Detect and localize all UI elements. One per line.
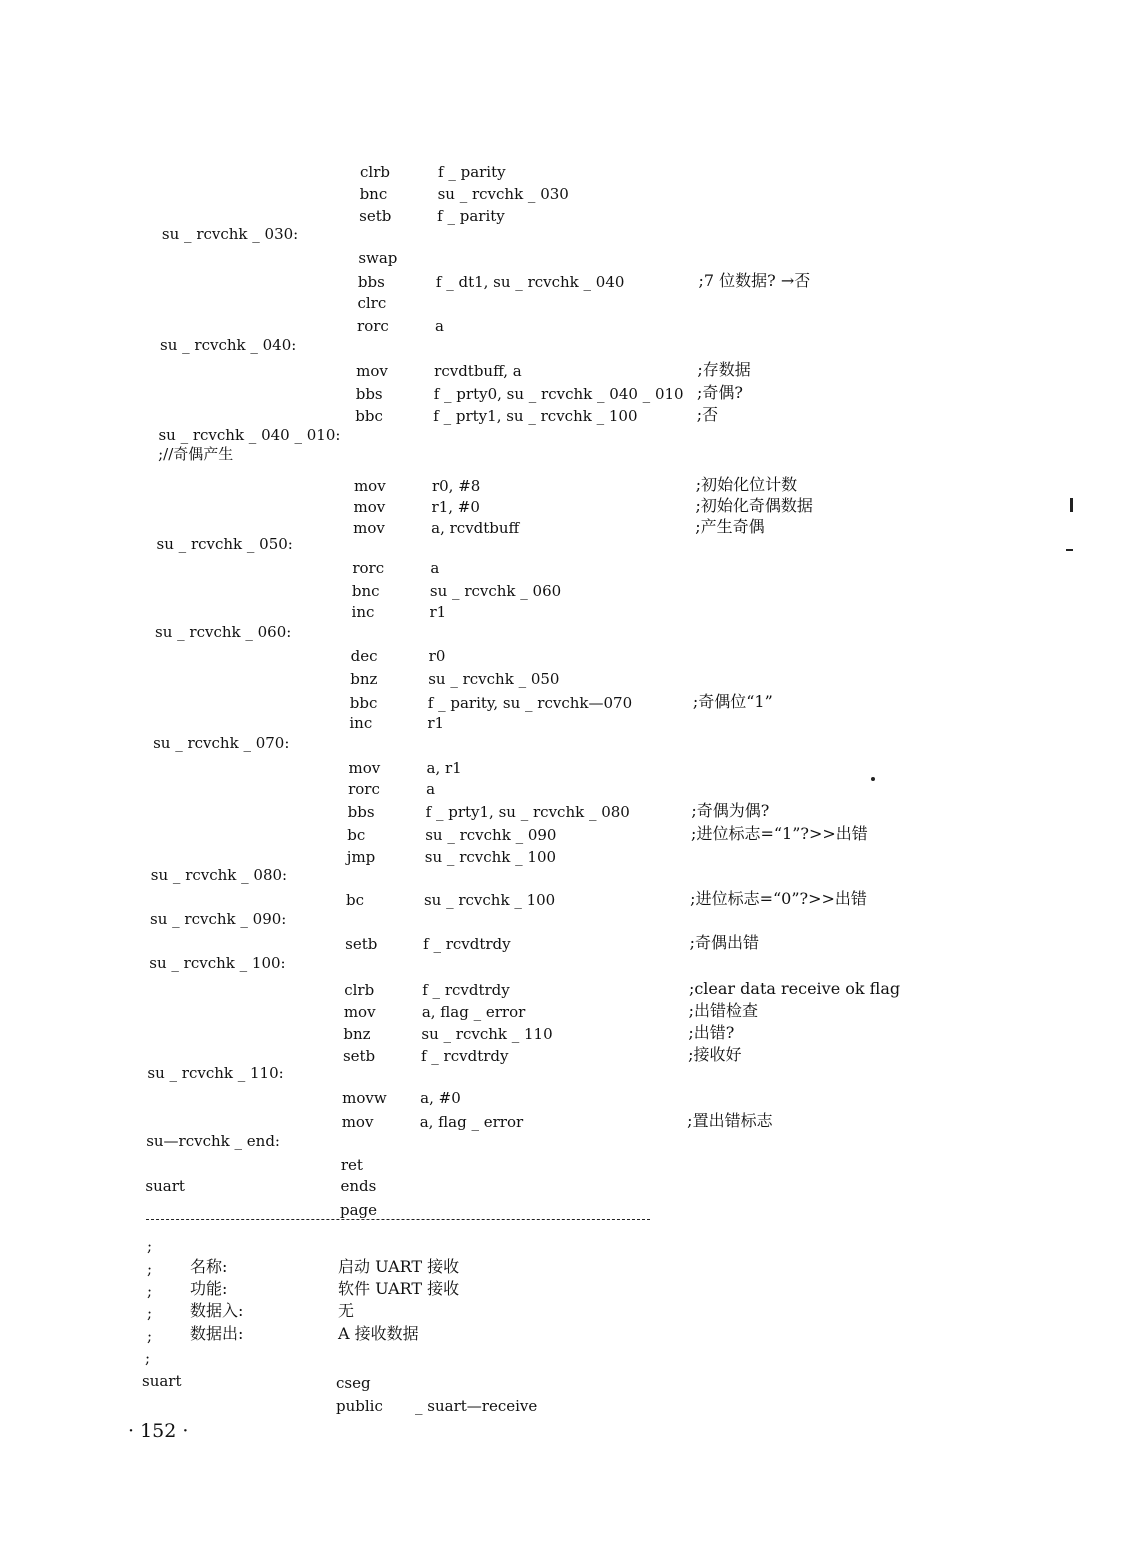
page-number: · 152 · [128,1420,189,1442]
code-comment: ;出错检查 [688,1001,759,1020]
code-opcode: mov [343,1003,376,1021]
code-label: su _ rcvchk _ 080: [150,866,288,884]
header-key: 功能: [190,1279,228,1298]
code-operand: rcvdtbuff, a [434,362,522,380]
header-value: A 接收数据 [338,1324,419,1343]
code-opcode: mov [341,1113,374,1131]
code-opcode: rorc [352,559,385,577]
code-opcode: movw [342,1089,387,1107]
code-operand: a, #0 [420,1089,461,1107]
comment-semicolon: ; [147,1327,153,1345]
code-comment: ;存数据 [697,360,751,379]
code-operand: r0, #8 [431,477,481,495]
code-operand: su _ rcvchk _ 030 [437,185,569,203]
header-value: 软件 UART 接收 [338,1279,460,1298]
separator-line [146,1219,650,1220]
scan-speck [1070,498,1073,512]
code-operand: a [426,780,436,798]
code-operand: f _ parity [438,163,506,181]
code-comment: ;奇偶出错 [689,933,759,952]
code-opcode: bbs [357,273,385,291]
code-operand: r1 [429,603,447,621]
code-comment: ;产生奇偶 [695,517,765,536]
code-opcode: clrb [360,163,390,181]
scan-speck [1066,549,1073,551]
code-opcode: bnz [350,670,378,688]
code-opcode: setb [359,207,392,225]
code-operand: f _ prty0, su _ rcvchk _ 040 _ 010 [433,385,684,403]
code-opcode: ends [340,1177,377,1195]
code-comment: ;奇偶为偶? [691,801,770,820]
code-label: su _ rcvchk _ 110: [147,1064,284,1082]
code-opcode: inc [349,714,373,732]
code-operand: a, flag _ error [421,1003,526,1021]
code-opcode: setb [342,1047,376,1065]
code-comment: ;clear data receive ok flag [688,979,901,998]
code-operand: a, rcvdtbuff [431,519,520,537]
code-opcode: bnz [343,1025,371,1043]
code-operand: _ suart—receive [415,1397,538,1415]
code-operand: f _ rcvdtrdy [420,1047,509,1065]
header-value: 无 [338,1301,355,1320]
code-operand: f _ prty1, su _ rcvchk _ 080 [425,803,630,821]
code-opcode: jmp [346,848,376,866]
code-opcode: mov [353,519,385,537]
code-opcode: dec [350,647,378,665]
code-label: ;//奇偶产生 [158,445,234,463]
code-label: suart [145,1177,185,1195]
code-opcode: bbc [355,407,383,425]
code-opcode: public [336,1397,383,1415]
header-value: 启动 UART 接收 [338,1257,460,1276]
code-opcode: bbc [349,694,378,712]
code-operand: f _ parity [437,207,505,225]
code-label: su _ rcvchk _ 060: [155,623,292,641]
code-label: su _ rcvchk _ 070: [153,734,290,752]
code-operand: su _ rcvchk _ 110 [421,1025,553,1043]
code-operand: a, r1 [426,759,462,777]
code-opcode: mov [353,498,386,516]
code-opcode: setb [345,935,378,953]
code-opcode: page [340,1201,378,1219]
code-operand: f _ prty1, su _ rcvchk _ 100 [433,407,638,425]
code-opcode: inc [351,603,375,621]
code-comment: ;出错? [688,1023,735,1042]
code-opcode: bnc [351,582,380,600]
code-opcode: swap [358,249,398,267]
code-comment: ;初始化奇偶数据 [695,496,813,515]
code-operand: f _ parity, su _ rcvchk—070 [427,694,633,712]
code-label: su _ rcvchk _ 050: [156,535,293,553]
code-label: su _ rcvchk _ 040 _ 010: [158,426,341,444]
comment-semicolon: ; [147,1282,153,1300]
code-comment: ;进位标志=“1”?>>出错 [691,824,868,843]
code-operand: r1, #0 [431,498,480,516]
code-operand: f _ rcvdtrdy [422,981,510,999]
comment-semicolon: ; [145,1349,151,1367]
code-operand: su _ rcvchk _ 090 [425,826,557,844]
code-opcode: bbs [347,803,375,821]
header-key: 数据出: [190,1324,244,1343]
code-comment: ;初始化位计数 [695,475,798,494]
code-comment: ;奇偶位“1” [692,692,773,711]
code-operand: f _ dt1, su _ rcvchk _ 040 [435,273,625,291]
header-key: 数据入: [190,1301,244,1320]
code-comment: ;接收好 [688,1045,742,1064]
code-label: suart [142,1372,182,1390]
code-opcode: mov [348,759,381,777]
comment-semicolon: ; [147,1260,153,1278]
code-opcode: cseg [336,1374,371,1392]
code-label: su—rcvchk _ end: [146,1132,280,1150]
code-operand: su _ rcvchk _ 100 [423,891,556,909]
code-operand: r0 [428,647,446,665]
scan-speck [871,777,875,781]
code-opcode: bbs [355,385,383,403]
code-opcode: bc [347,826,366,844]
comment-semicolon: ; [147,1237,153,1255]
code-opcode: mov [356,362,388,380]
code-label: su _ rcvchk _ 100: [149,954,286,972]
code-opcode: mov [353,477,386,495]
code-comment: ;否 [696,405,719,424]
comment-semicolon: ; [147,1304,153,1322]
code-comment: ;进位标志=“0”?>>出错 [690,889,867,908]
code-opcode: rorc [357,317,389,335]
code-label: su _ rcvchk _ 030: [161,225,299,243]
header-key: 名称: [190,1257,228,1276]
code-opcode: clrc [357,294,387,312]
code-operand: su _ rcvchk _ 050 [428,670,560,688]
code-opcode: rorc [348,780,380,798]
code-operand: a [435,317,444,335]
code-operand: su _ rcvchk _ 100 [424,848,557,866]
code-opcode: bc [345,891,364,909]
code-operand: r1 [427,714,445,732]
code-comment: ;7 位数据? →否 [698,271,811,290]
code-operand: su _ rcvchk _ 060 [429,582,562,600]
code-opcode: clrb [344,981,375,999]
code-operand: a, flag _ error [419,1113,524,1131]
code-operand: a [430,559,440,577]
code-operand: f _ rcvdtrdy [423,935,511,953]
code-comment: ;奇偶? [697,383,743,402]
code-opcode: bnc [359,185,388,203]
code-comment: ;置出错标志 [687,1111,773,1130]
code-label: su _ rcvchk _ 090: [150,910,287,928]
code-label: su _ rcvchk _ 040: [160,336,297,354]
code-opcode: ret [340,1156,363,1174]
